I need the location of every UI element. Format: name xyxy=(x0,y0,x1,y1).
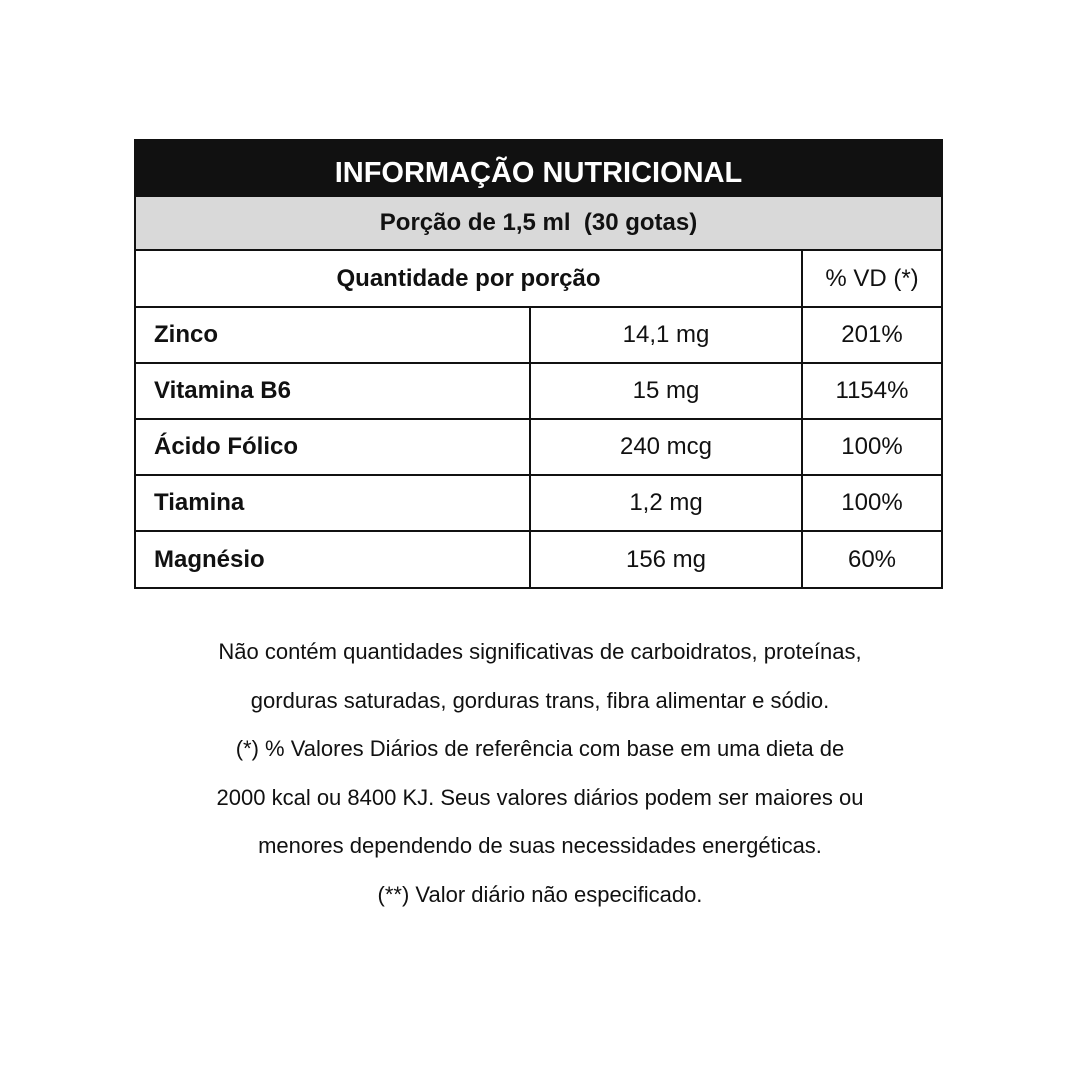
nutrient-amount: 14,1 mg xyxy=(530,307,802,363)
nutrient-dv: 100% xyxy=(802,475,941,531)
nutrient-dv: 201% xyxy=(802,307,941,363)
portion-size: Porção de 1,5 ml (30 gotas) xyxy=(136,195,941,251)
footnote-line: gorduras saturadas, gorduras trans, fibra alimentar e sódio. xyxy=(250,687,830,713)
footnotes xyxy=(100,628,980,919)
nutrition-facts-panel xyxy=(134,139,943,589)
dv-header: % VD (*) xyxy=(802,251,941,307)
nutrient-name: Ácido Fólico xyxy=(136,419,530,475)
nutrient-name: Vitamina B6 xyxy=(136,363,530,419)
nutrient-dv: 100% xyxy=(802,419,941,475)
footnote-line: 2000 kcal ou 8400 KJ. Seus valores diários podem ser maiores ou xyxy=(216,784,864,810)
footnote-line: (**) Valor diário não especificado. xyxy=(377,881,703,907)
table-row xyxy=(136,363,941,419)
nutrient-amount: 240 mcg xyxy=(530,419,802,475)
footnote-line: menores dependendo de suas necessidades energéticas. xyxy=(258,833,822,858)
nutrient-name: Zinco xyxy=(136,307,530,363)
nutrition-title: INFORMAÇÃO NUTRICIONAL xyxy=(136,139,941,195)
nutrient-amount: 156 mg xyxy=(530,531,802,587)
table-row xyxy=(136,307,941,363)
nutrient-name: Tiamina xyxy=(136,475,530,531)
table-row xyxy=(136,475,941,531)
table-row xyxy=(136,419,941,475)
nutrient-dv: 60% xyxy=(847,545,897,573)
footnote-line: Não contém quantidades significativas de carboidratos, proteínas, xyxy=(218,639,862,664)
footnote-line: (*) % Valores Diários de referência com base em uma dieta de xyxy=(235,736,845,761)
table-header-row xyxy=(136,251,941,307)
nutrient-name: Magnésio xyxy=(136,531,530,587)
table-row xyxy=(136,531,941,587)
nutrient-dv: 1154% xyxy=(802,363,941,419)
quantity-header: Quantidade por porção xyxy=(136,251,802,307)
nutrient-amount: 1,2 mg xyxy=(530,475,802,531)
nutrient-amount: 15 mg xyxy=(530,363,802,419)
nutrition-table xyxy=(136,251,941,587)
